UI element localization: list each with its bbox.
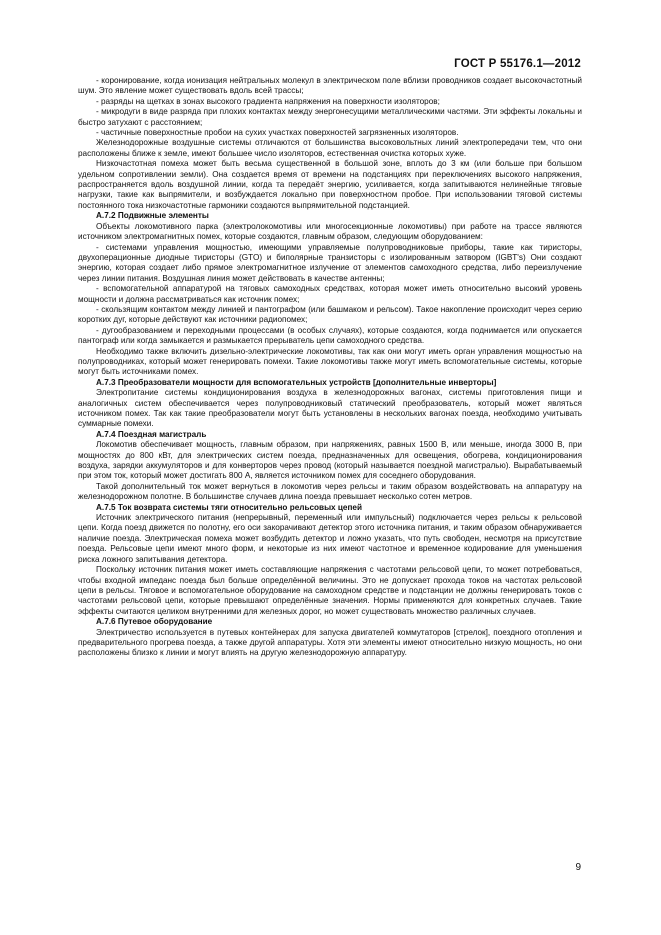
paragraph: Низкочастотная помеха может быть весьма существенной в большой зоне, вплоть до 3 км (или больше при большом удельном сопротивлении земли). Она создается время от времени на подстанциях при переключениях высокого напряжения, распространяется вдоль воздушной линии, когда та передаёт энергию, усиливается, когда запитываются нелинейные тяговые нагрузки, такие как выпрямители, и возбуждается локально при поверхностном пробое. При использовании тяговой системы постоянного тока низкочастотные гармоники создаются выпрямительной подстанцией.	[78, 159, 582, 210]
section-heading: А.7.4 Поездная магистраль	[96, 429, 207, 439]
paragraph: Электричество используется в путевых контейнерах для запуска двигателей коммутаторов [стрелок], поездного отопления и предварительного прогрева поезда, а также другой аппаратуры. Хотя эти элементы имеют относительно низкую мощность, но они расположены близко к линии и могут влиять на другую железнодорожную аппаратуру.	[78, 627, 582, 658]
document-body	[78, 76, 582, 659]
paragraph: Железнодорожные воздушные системы отличаются от большинства высоковольтных линий электропередачи тем, что они расположены ближе к земле, имеют большее число изоляторов, естественная очистка которых хуже.	[78, 138, 582, 158]
paragraph: - микродуги в виде разряда при плохих контактах между энергонесущими металлическими частями. Эти эффекты локальны и быстро затухают с расстоянием;	[78, 107, 582, 127]
paragraph: Электропитание системы кондиционирования воздуха в железнодорожных вагонах, системы приготовления пищи и аналогичных систем обеспечивается через полупроводниковый статический преобразователь, который может являться источником помех. Так как такие преобразователи могут быть установлены в нескольких вагонах поезда, необходимо учитывать суммарные помехи.	[78, 388, 582, 429]
paragraph: - частичные поверхностные пробои на сухих участках поверхностей загрязненных изоляторов.	[96, 128, 459, 138]
section-heading: А.7.6 Путевое оборудование	[96, 617, 213, 627]
paragraph: Локомотив обеспечивает мощность, главным образом, при напряжениях, равных 1500 В, или меньше, иногда 3000 В, при мощностях до 800 кВт, для электрических систем поезда, предназначенных для освещения, обогрева, кондиционирования воздуха, зарядки аккумуляторов и для конверторов через провод (который называется поездной магистралью). Вырабатываемый при этом ток, который может достигать 800 А, является источником помех для соседнего оборудования.	[78, 440, 582, 481]
paragraph: - системами управления мощностью, имеющими управляемые полупроводниковые приборы, такие как тиристоры, двухоперационные диодные тиристоры (GTO) и биполярные транзисторы с изолированным затвором (IGBT's) Они создают энергию, которая создает либо прямое электромагнитное излучение от элементов самоходного средства, либо переизлучение через линии питания. Воздушная линия может действовать в качестве антенны;	[78, 242, 582, 283]
paragraph: - дугообразованием и переходными процессами (в особых случаях), которые создаются, когда поднимается или опускается пантограф или когда замыкается и размыкается прерыватель цепи самоходного средства.	[78, 325, 582, 346]
paragraph: Такой дополнительный ток может вернуться в локомотив через рельсы и таким образом воздействовать на аппаратуру на железнодорожном полотне. В большинстве случаев длина поезда превышает несколько сотен метров.	[78, 481, 582, 502]
paragraph: - скользящим контактом между линией и пантографом (или башмаком и рельсом). Такое накопление происходит через серию коротких дуг, которые действуют как источники радиопомех;	[78, 304, 582, 325]
section-heading: А.7.5 Ток возврата системы тяги относительно рельсовых цепей	[96, 502, 363, 512]
paragraph: - коронирование, когда ионизация нейтральных молекул в электрическом поле вблизи проводников создает высокочастотный шум. Это явление может существовать вдоль всей трассы;	[78, 76, 582, 96]
section-heading: А.7.3 Преобразователи мощности для вспомогательных устройств [дополнительные инверторы]	[96, 377, 497, 387]
paragraph: Источник электрического питания (непрерывный, переменный или импульсный) подключается через рельсы к рельсовой цепи. Когда поезд движется по полотну, его оси закорачивают детектор этого источника питания, и таким образом обнаруживается наличие поезда. Электрическая помеха может возбудить детектор и ложно указать, что путь свободен, несмотря на присутствие поезда. Рельсовые цепи имеют много форм, и некоторые из них имеют частотное и временное кодирование для уменьшения риска ложного запитывания детектора.	[78, 513, 582, 564]
paragraph: - вспомогательной аппаратурой на тяговых самоходных средствах, которая может иметь относительно высокий уровень мощности и должна рассматриваться как источник помех;	[78, 284, 582, 304]
paragraph: - разряды на щетках в зонах высокого градиента напряжения на поверхности изоляторов;	[96, 96, 440, 106]
paragraph: Поскольку источник питания может иметь составляющие напряжения с частотами рельсовой цепи, то может потребоваться, чтобы входной импеданс поезда был больше определённой величины. Это не допускает прохода токов на частотах рельсовой цепи в рельсы. Тяговое и вспомогательное оборудование на самоходном средстве и подстанции не должны генерировать токов с частотами рельсовой цепи, которые превышают определённые значения. Нормы применяются для конкретных случаев. Такие эффекты считаются целиком внутренними для железных дорог, но может существовать множество различных случаев.	[78, 565, 582, 616]
paragraph: Необходимо также включить дизельно-электрические локомотивы, так как они могут иметь орган управления мощностью на полупроводниках, который может генерировать помехи. Такие локомотивы также могут иметь вспомогательные системы, которые могут быть источниками помех.	[78, 346, 582, 377]
paragraph: Объекты локомотивного парка (электролокомотивы или многосекционные локомотивы) при работе на трассе являются источником электромагнитных помех, которые создаются, главным образом, следующим оборудованием:	[78, 221, 582, 242]
section-heading: А.7.2 Подвижные элементы	[96, 211, 209, 221]
page-number: 9	[575, 862, 581, 873]
document-header: ГОСТ Р 55176.1—2012	[454, 58, 581, 70]
